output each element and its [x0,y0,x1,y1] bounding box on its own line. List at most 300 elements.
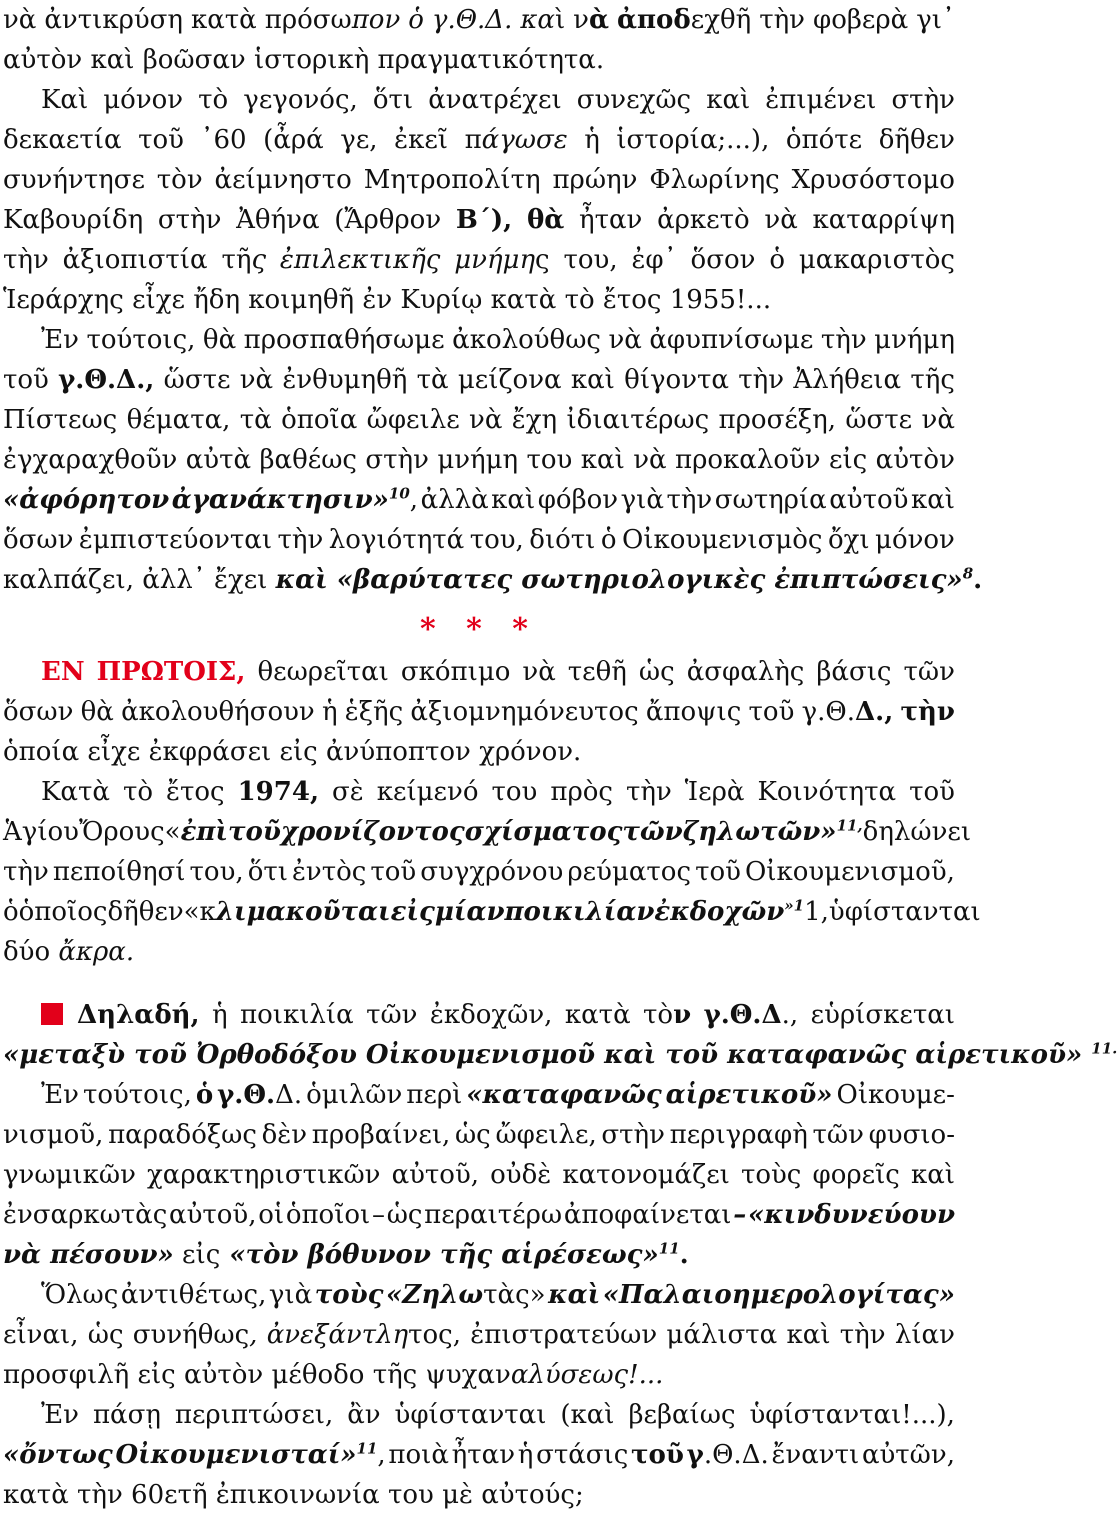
word [3,692,73,732]
word [813,0,908,40]
word [812,1155,899,1195]
text-run: .Θ.Δ. [703,1440,769,1470]
word [127,400,231,440]
word [904,652,955,692]
text-run: στὴν [365,445,429,475]
text-run: του, [469,525,524,555]
text-run: σχίσματος [464,817,623,847]
text-run: στὴν [601,1120,665,1150]
word [745,852,955,892]
word [666,1315,777,1355]
word [190,852,244,892]
text-run: τὴν [3,245,49,275]
word [97,652,246,692]
word [123,772,153,812]
text-run: τὴν [738,365,785,395]
text-run: ὁ [3,897,19,927]
text-line [3,1235,689,1275]
text-run: ἀρκετὸ [657,205,750,235]
word [670,1115,808,1155]
word [269,1275,312,1315]
text-run: ἡ [212,1000,228,1030]
text-run: κατὰ τὴν 60ετῆ ἐπικοινωνία του μὲ αὐτούς; [3,1480,584,1510]
text-run: Ἐν [41,325,79,355]
text-run: ὡς [87,1320,124,1350]
word [683,812,837,852]
word [395,1395,547,1435]
word [3,892,19,932]
text-line [3,160,955,200]
word [862,1435,955,1475]
word [631,240,676,280]
word [364,160,541,200]
text-run: νὰ [608,325,642,355]
word [3,400,117,440]
text-run: ἔναντι [771,1440,860,1470]
text-run: μόνον [103,85,184,115]
text-line [3,0,955,40]
word [813,1115,864,1155]
text-run: ὶ [554,5,566,35]
text-line [3,1115,955,1155]
text-run: δῆθεν [878,125,955,155]
word [377,772,479,812]
text-run: καὶ «βαρύτατες σωτηριολογικὲς ἐπιπτώσεις» [275,565,963,595]
text-run: ὁποῖα [281,405,358,435]
word [829,480,908,520]
text-run: καὶ [491,485,536,515]
word [63,240,208,280]
text-run: γι᾽ [916,5,955,35]
text-run: ἀσφαλὴς [686,657,805,687]
word [372,1195,385,1235]
text-run: ὤφειλε, [495,1120,597,1150]
text-line [3,732,581,772]
text-run: ἀντικρύση [44,5,183,35]
word [432,0,512,40]
text-run: σωτηρία [714,485,827,515]
word [164,360,231,400]
word [874,320,955,360]
word [41,320,79,360]
text-run: ἀποδ [617,5,691,35]
text-run: καὶ [910,485,955,515]
text-run: προσέξη, [718,405,836,435]
text-run: οὐδὲ [490,1160,552,1190]
text-run: . [973,565,983,595]
word [573,0,609,40]
word [741,1155,801,1195]
word [243,80,358,120]
word [408,0,424,40]
text-run: . [679,1240,689,1270]
footnote-ref: 11, [836,816,863,835]
text-run: ἀείμνηστο [214,165,352,195]
text-run: ἐκδοχῶν, [429,1000,553,1030]
word [626,772,672,812]
text-run: θίγοντα [624,365,729,395]
word [58,360,154,400]
word [769,240,785,280]
word [212,995,228,1035]
word [529,520,595,560]
word [738,360,784,400]
text-run: ὁμιλῶν [306,1080,403,1110]
text-run: τὴν [839,1320,886,1350]
word [687,1435,769,1475]
word [845,400,912,440]
text-run: γιὰ [620,485,664,515]
word [470,520,524,560]
word [263,120,324,160]
text-line [3,932,134,972]
word [560,1395,614,1435]
text-run: ὡς [638,657,675,687]
text-run: ἀνατρέχει [428,85,562,115]
text-run: στὴν [891,85,955,115]
text-line [3,560,982,600]
word [258,1195,284,1235]
text-run: (καὶ [560,1400,615,1430]
text-run: ν [573,5,589,35]
text-run: στάσις [536,1440,629,1470]
word [191,0,257,40]
text-run: Καὶ [41,85,89,115]
word [184,892,391,932]
word [470,1315,657,1355]
word [764,200,797,240]
word [601,520,617,560]
text-run: αὐτὸν [875,445,955,475]
text-line [3,480,955,520]
word [922,400,955,440]
text-run: ὄχι [827,525,870,555]
word [869,1115,955,1155]
word [158,200,222,240]
word [3,520,73,560]
footnote-ref: 1 [793,896,805,915]
text-run: ἐπιμένει [765,85,877,115]
word [512,400,557,440]
word [41,1395,79,1435]
text-line [41,1275,955,1315]
word [749,692,795,732]
text-run: φορεῖς [812,1160,900,1190]
text-run: βαθέως [259,445,357,475]
text-run: Β΄), [455,205,513,235]
word [568,652,627,692]
word [315,1275,384,1315]
text-run: ὅσων [3,525,74,555]
text-run: ἔχη [511,405,558,435]
text-run: εἰς [829,445,868,475]
text-run: Οἰκουμενισμὸς [622,525,823,555]
text-run: κα [520,5,555,35]
text-run: (ἆρά [263,125,324,155]
text-run: δὲν [261,1120,308,1150]
word [428,80,561,120]
text-run: του, [189,857,244,887]
word [322,692,338,732]
word [373,80,413,120]
text-run: τὴν [3,857,49,887]
word [265,0,401,40]
word [332,772,364,812]
text-run: τῶν [366,1000,418,1030]
word [3,160,145,200]
text-run: νὰ [3,5,37,35]
text-line [3,520,955,560]
word [166,772,225,812]
text-run: αὐτῶν, [861,1440,955,1470]
text-run: τος, [408,1320,462,1350]
word [257,652,388,692]
word [520,0,565,40]
text-run: ἀνεξάντλη [266,1320,409,1350]
text-run: τὴν [759,5,805,35]
text-run: προβαίνει, [311,1120,451,1150]
text-run: τούτοις, [82,1080,192,1110]
word [107,892,183,932]
word [172,480,418,520]
text-line [3,892,981,932]
text-line [3,1435,955,1475]
text-line [3,440,955,480]
word [562,1155,730,1195]
word [347,1395,380,1435]
word [420,852,563,892]
text-run: Ἀθήνα [236,205,320,235]
text-run: Ἱεράρχης εἶχε ἤδη κοιμηθῆ ἐν Κυρίῳ κατὰ τὸ ἔτος 1955!... [3,285,772,315]
word [654,892,793,932]
word [719,400,836,440]
text-run: ὥστε [163,365,231,395]
text-run: ὁποία εἶχε ἐκφράσει εἰς ἀνύποπτον χρόνον. [3,737,582,767]
word [749,1395,955,1435]
text-run: περιπτώσει, [174,1400,334,1430]
text-line [3,200,955,240]
word [622,812,682,852]
word [811,995,955,1035]
text-run: «μεταξὺ τοῦ Ὀρθοδόξου Οἰκουμενισμοῦ καὶ τοῦ καταφανῶς αἱρετικοῦ» [3,1040,1092,1070]
word [624,360,729,400]
word [879,120,955,160]
text-run: χαρακτηριστικῶν [147,1160,381,1190]
text-run: τοὺς [740,1160,802,1190]
text-run: Ἀλήθεια [793,365,902,395]
text-run: εἰς [173,1240,221,1270]
text-run: τῆς [910,365,955,395]
word [622,520,822,560]
word [3,0,36,40]
word [617,0,751,40]
text-run: (Ἄρθρον [334,205,442,235]
text-run: γ.Θ.Δ., [58,365,155,395]
text-run: Κατὰ [41,777,110,807]
word [910,360,955,400]
word [3,812,79,852]
text-run: φοβερὰ [812,5,909,35]
text-run: τῶν [622,817,683,847]
text-run: ἀποφαίνεται [563,1200,732,1230]
text-run: άγωσε [481,125,568,155]
word [793,360,901,400]
word [278,520,324,560]
text-run: τὰ [239,405,272,435]
word [157,160,203,200]
text-run: μάλιστα [666,1320,778,1350]
text-run: τὴν [900,697,955,727]
word [577,80,691,120]
word [704,995,799,1035]
text-run: καὶ [548,1280,601,1310]
word [837,1075,955,1115]
word [121,692,315,732]
text-run: ἦταν [451,1440,515,1470]
text-run: ἀξιοπιστία [62,245,208,275]
text-run: ἀγανάκτησιν» [171,485,389,515]
text-run: τεθῆ [567,657,627,687]
text-run: γε, [340,125,378,155]
text-run: κατὰ [190,5,257,35]
text-run: του [491,777,538,807]
text-line [3,240,955,280]
word [292,852,366,892]
footnote-ref: » [784,896,794,915]
word [81,692,114,732]
word [3,200,143,240]
text-run: ἡ [321,697,338,727]
word [41,1275,118,1315]
word [733,1195,746,1235]
word [329,520,464,560]
word [196,1075,213,1115]
word [281,400,357,440]
text-run: ὅσων [3,697,74,727]
text-run: συνήθως [132,1320,250,1350]
text-run: τοῦ [138,125,184,155]
text-run: γιὰ [268,1280,313,1310]
text-run: Οἰκουμενισμοῦ, [744,857,955,887]
text-run: οἱ [258,1200,285,1230]
word [552,160,637,200]
text-run: πον [351,5,401,35]
word [392,1155,479,1195]
text-run: ἐφ᾽ [631,245,677,275]
word [527,440,573,480]
word [837,812,863,852]
word [840,1315,886,1355]
word [87,320,196,360]
word [228,812,281,852]
text-run: φυσιο- [868,1120,955,1150]
word [571,360,615,400]
text-line [41,772,955,812]
word [340,120,377,160]
word [430,995,553,1035]
text-run: μείζονα [457,365,562,395]
text-run: , [249,1320,258,1350]
text-run: καὶ [910,1160,955,1190]
text-run: προσφιλῆ εἰς αὐτὸν μέθοδο τῆς ψυχαν [3,1360,511,1390]
word [469,400,502,440]
word [147,1155,380,1195]
text-run: σὲ [332,777,364,807]
word [3,1195,167,1235]
text-run: τοῦ [748,697,795,727]
word [221,240,266,280]
text-run: πρὸς [550,777,613,807]
word [121,1275,266,1315]
text-run: ἄποψις [645,697,742,727]
word [564,1195,732,1235]
word [649,160,779,200]
word [334,200,441,240]
text-run: πρόσω [264,5,352,35]
word [410,692,638,732]
word [584,120,600,160]
text-run: Καβουρίδη [3,205,144,235]
word [621,480,664,520]
text-line [41,80,955,120]
text-run: φόβον [537,485,619,515]
word [812,200,954,240]
word [169,1195,256,1235]
text-run: καὶ [706,85,751,115]
text-run: αὐτὰ [185,445,252,475]
word [452,320,601,360]
word [566,400,709,440]
text-run: ὅσον [690,245,756,275]
text-run: αὐτοῦ, [169,1200,257,1230]
text-run: ς [251,245,266,275]
word [3,852,49,892]
word [863,812,971,852]
word [911,480,955,520]
text-run: μνήμη [874,325,955,355]
word [281,812,465,852]
text-line [3,1035,1117,1075]
word [19,892,108,932]
text-run: Δ. [275,1080,303,1110]
text-run: ρεύματος [567,857,692,887]
text-run: ς [535,245,550,275]
text-run: μακαριστὸς [798,245,955,275]
word [492,772,538,812]
text-run: τὴν [820,325,867,355]
text-run: βεβαίως [628,1400,736,1430]
word [198,80,228,120]
text-run: νὰ [469,405,503,435]
text-run: Ὅλως [41,1280,119,1310]
text-run: εἰς [390,897,435,927]
word [3,440,177,480]
text-run: ὁποῖος [18,897,108,927]
word [367,400,460,440]
text-line [3,40,604,80]
text-run: ὁπότε [785,125,863,155]
text-run: γ.Θ. [801,697,855,727]
word [657,200,750,240]
word [505,892,655,932]
text-run: τούτοις, [86,325,196,355]
text-run: ποιὰ [388,1440,449,1470]
word [633,440,666,480]
footnote-ref: 11 [658,1239,680,1258]
text-run: θεωρεῖται [257,657,389,687]
text-run: τοῦ [3,365,49,395]
text-run: ὅτι [372,85,414,115]
